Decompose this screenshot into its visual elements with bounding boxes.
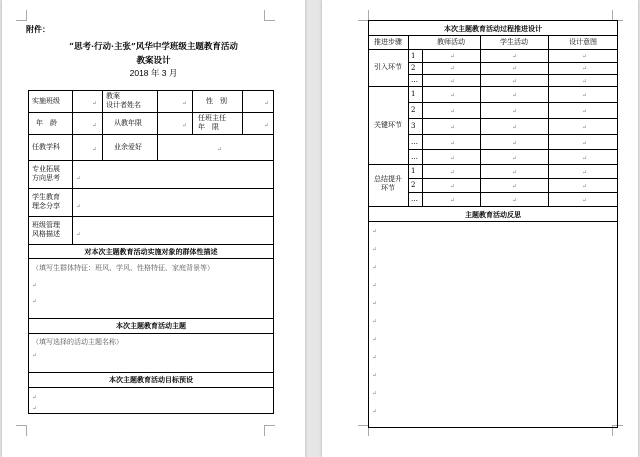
paragraph-mark: ↵ <box>512 53 518 60</box>
paragraph-mark: ↵ <box>264 100 270 107</box>
step-summary: 总结提升 环节 <box>374 175 402 192</box>
paragraph-mark: ↵ <box>372 390 378 397</box>
theme-hint: （填写选择的活动主题名称） <box>32 338 123 346</box>
document-subtitle: 教案设计 <box>136 56 171 66</box>
paragraph-mark: ↵ <box>512 155 518 162</box>
row-number: 3 <box>411 122 416 130</box>
row-number: … <box>411 195 418 203</box>
process-header: 本次主题教育活动过程推进设计 <box>444 24 542 33</box>
attachment-label: 附件： <box>26 24 50 34</box>
document-title: “思考·行动·主张”风华中学班级主题教育活动 <box>69 42 238 52</box>
crop-mark <box>16 10 27 21</box>
row-number: 2 <box>411 181 416 189</box>
paragraph-mark: ↵ <box>512 183 518 190</box>
paragraph-mark: ↵ <box>512 65 518 72</box>
paragraph-mark: ↵ <box>92 100 98 107</box>
row-number: … <box>411 138 418 146</box>
label-teaching-years: 从教年限 <box>114 119 142 127</box>
label-edu-share: 学生教育 理念分享 <box>32 193 60 210</box>
theme-header: 本次主题教育活动主题 <box>116 321 186 330</box>
paragraph-mark: ↵ <box>512 78 518 85</box>
paragraph-mark: ↵ <box>264 122 270 129</box>
row-number: 2 <box>411 106 416 114</box>
paragraph-mark: ↵ <box>372 372 378 379</box>
paragraph-mark: ↵ <box>372 354 378 361</box>
crop-mark <box>16 425 27 436</box>
paragraph-mark: ↵ <box>32 405 38 412</box>
column-header-steps: 推进步骤 <box>374 38 402 46</box>
paragraph-mark: ↵ <box>76 203 82 210</box>
row-number: … <box>411 76 418 84</box>
row-number: 1 <box>411 167 416 175</box>
paragraph-mark: ↵ <box>450 108 456 115</box>
label-gender: 性 别 <box>206 97 227 105</box>
paragraph-mark: ↵ <box>182 122 188 129</box>
column-header-student: 学生活动 <box>500 38 528 46</box>
paragraph-mark: ↵ <box>76 175 82 182</box>
paragraph-mark: ↵ <box>372 300 378 307</box>
paragraph-mark: ↵ <box>582 197 588 204</box>
paragraph-mark: ↵ <box>512 124 518 131</box>
paragraph-mark: ↵ <box>450 124 456 131</box>
label-subject: 任教学科 <box>32 143 60 151</box>
step-intro: 引入环节 <box>374 63 402 71</box>
paragraph-mark: ↵ <box>512 197 518 204</box>
paragraph-mark: ↵ <box>582 78 588 85</box>
paragraph-mark: ↵ <box>582 53 588 60</box>
paragraph-mark: ↵ <box>450 65 456 72</box>
paragraph-mark: ↵ <box>582 140 588 147</box>
paragraph-mark: ↵ <box>372 282 378 289</box>
group-description-hint: （填写生群体特征：班风、学风、性格特征、家庭背景等） <box>32 264 214 272</box>
label-impl-class: 实施班级 <box>32 97 60 105</box>
paragraph-mark: ↵ <box>372 336 378 343</box>
paragraph-mark: ↵ <box>32 282 38 289</box>
paragraph-mark: ↵ <box>372 264 378 271</box>
reflection-header: 主题教育活动反思 <box>465 210 521 219</box>
paragraph-mark: ↵ <box>582 155 588 162</box>
paragraph-mark: ↵ <box>182 100 188 107</box>
paragraph-mark: ↵ <box>372 228 378 235</box>
row-number: 1 <box>411 52 416 60</box>
document-date: 2018 年 3 月 <box>129 68 178 78</box>
paragraph-mark: ↵ <box>512 92 518 99</box>
label-age: 年 龄 <box>36 119 57 127</box>
group-description-header: 对本次主题教育活动实施对象的群体性描述 <box>84 247 218 256</box>
right-page <box>322 0 638 457</box>
paragraph-mark: ↵ <box>76 231 82 238</box>
paragraph-mark: ↵ <box>372 408 378 415</box>
label-designer: 教案 设计者姓名 <box>106 92 141 109</box>
crop-mark <box>264 10 275 21</box>
row-number: 1 <box>411 90 416 98</box>
paragraph-mark: ↵ <box>32 352 38 359</box>
paragraph-mark: ↵ <box>450 92 456 99</box>
row-number: 2 <box>411 64 416 72</box>
column-header-intent: 设计意图 <box>569 38 597 46</box>
paragraph-mark: ↵ <box>582 183 588 190</box>
label-pro-dev: 专业拓展 方向思考 <box>32 165 60 182</box>
paragraph-mark: ↵ <box>450 183 456 190</box>
paragraph-mark: ↵ <box>512 108 518 115</box>
paragraph-mark: ↵ <box>32 298 38 305</box>
paragraph-mark: ↵ <box>32 394 38 401</box>
paragraph-mark: ↵ <box>372 246 378 253</box>
paragraph-mark: ↵ <box>92 122 98 129</box>
goal-header: 本次主题教育活动目标预设 <box>109 375 193 384</box>
paragraph-mark: ↵ <box>582 65 588 72</box>
paragraph-mark: ↵ <box>450 197 456 204</box>
crop-mark <box>264 425 275 436</box>
step-key: 关键环节 <box>374 121 402 129</box>
paragraph-mark: ↵ <box>450 53 456 60</box>
paragraph-mark: ↵ <box>372 318 378 325</box>
column-header-teacher: 教师活动 <box>437 38 465 46</box>
paragraph-mark: ↵ <box>217 146 223 153</box>
paragraph-mark: ↵ <box>450 140 456 147</box>
paragraph-mark: ↵ <box>450 155 456 162</box>
label-hobby: 业余爱好 <box>114 143 142 151</box>
paragraph-mark: ↵ <box>450 78 456 85</box>
process-design-table <box>368 20 618 428</box>
paragraph-mark: ↵ <box>582 124 588 131</box>
paragraph-mark: ↵ <box>582 169 588 176</box>
paragraph-mark: ↵ <box>450 169 456 176</box>
paragraph-mark: ↵ <box>512 140 518 147</box>
label-head-teacher-years: 任班主任 年 限 <box>198 114 226 131</box>
row-number: … <box>411 153 418 161</box>
label-mgmt-style: 班级管理 风格描述 <box>32 221 60 238</box>
paragraph-mark: ↵ <box>582 92 588 99</box>
paragraph-mark: ↵ <box>582 108 588 115</box>
left-page <box>2 0 305 457</box>
paragraph-mark: ↵ <box>92 146 98 153</box>
paragraph-mark: ↵ <box>512 169 518 176</box>
